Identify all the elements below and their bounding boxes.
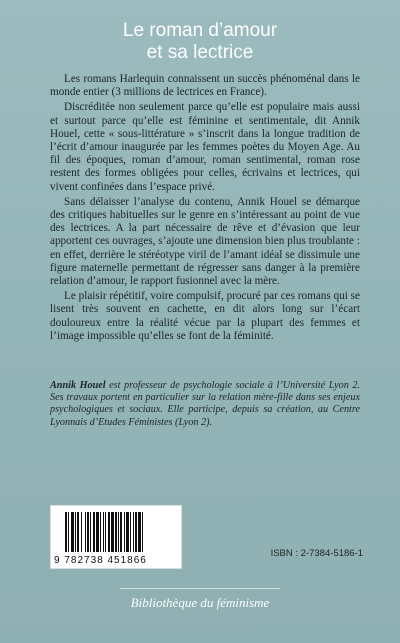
barcode-bar xyxy=(100,512,101,552)
title-line-2: et sa lectrice xyxy=(146,42,254,63)
barcode-bar xyxy=(85,512,86,552)
author-name: Annik Houel xyxy=(50,380,106,391)
barcode-bar xyxy=(103,512,104,552)
barcode-bar xyxy=(130,512,131,552)
barcode-bar xyxy=(68,512,69,552)
blurb-paragraph: Sans délaisser l’analyse du contenu, Annik Houel se démarque des critiques habituelles sur le genre en s’intéressant au point de vue des lectrices. A la part nécessaire de rêve et d’évasion que leur apportent ces ouvrages, s’ajoute une dimension bien plus troublante : en effet, derrière le stéréotype viril de l’amant idéal se dissimule une figure maternelle permettant de régresser sans danger à la première relation d’amour, le rapport fusionnel avec la mère. xyxy=(50,195,360,288)
barcode-bar xyxy=(133,512,134,552)
barcode-bar xyxy=(77,512,79,552)
barcode-bar xyxy=(115,512,117,552)
title-line-1: Le roman d’amour xyxy=(122,20,278,41)
book-title xyxy=(0,20,400,64)
collection-divider xyxy=(120,588,280,589)
barcode-bar xyxy=(90,512,91,552)
barcode-bar xyxy=(120,512,122,552)
barcode-bar xyxy=(108,512,110,552)
barcode-bar xyxy=(105,512,106,552)
barcode xyxy=(50,505,182,569)
barcode-bar xyxy=(81,512,82,552)
blurb-paragraph: Discréditée non seulement parce qu’elle est populaire mais aussi et surtout parce qu’elle est féminine et sentimentale, dit Annik Houel, cette « sous-littérature » s’inscrit dans la longue tradition de l’écrit d’amour inaugurée par les femmes poètes du Moyen Age. Au fil des époques, roman d’amour, roman sentimental, roman rose restent des formes obligées pour celles, écrivains et lectrices, qui vivent confinées dans l’espace privé. xyxy=(50,101,360,193)
isbn: ISBN : 2-7384-5186-1 xyxy=(270,548,363,559)
barcode-digits: 9 782738 451866 xyxy=(54,555,147,566)
blurb xyxy=(50,73,360,345)
barcode-bar xyxy=(65,512,67,552)
barcode-bar xyxy=(118,512,119,552)
barcode-bar xyxy=(126,512,129,552)
barcode-bar xyxy=(87,512,89,552)
blurb-paragraph: Le plaisir répétitif, voire compulsif, procuré par ces romans qui se lisent très souvent en cachette, en dit alors long sur l’écart douloureux entre la réalité vécue par la plupart des femmes et l’image impossible qu’elles se font de la féminité. xyxy=(50,290,360,342)
barcode-bar xyxy=(71,512,74,552)
barcode-bar xyxy=(142,512,143,552)
barcode-bar xyxy=(124,512,125,552)
blurb-paragraph: Les romans Harlequin connaissent un succès phénoménal dans le monde entier (3 millions de lectrices en France). xyxy=(50,73,360,99)
author-bio xyxy=(50,380,360,429)
barcode-bar xyxy=(135,512,137,552)
barcode-bar xyxy=(96,512,99,552)
barcode-bar xyxy=(111,512,114,552)
barcode-bar xyxy=(75,512,76,552)
author-bio-text: est professeur de psychologie sociale à l’Université Lyon 2. Ses travaux portent en particulier sur la relation mère-fille dans ses enjeux psychologiques et sociaux. Elle participe, depuis sa création, au Centre Lyonnais d’Etudes Féministes (Lyon 2). xyxy=(50,380,360,428)
barcode-bar xyxy=(93,512,95,552)
collection-name: Bibliothèque du féminisme xyxy=(130,595,270,610)
barcode-bars-icon xyxy=(65,512,167,552)
barcode-bar xyxy=(138,512,141,552)
